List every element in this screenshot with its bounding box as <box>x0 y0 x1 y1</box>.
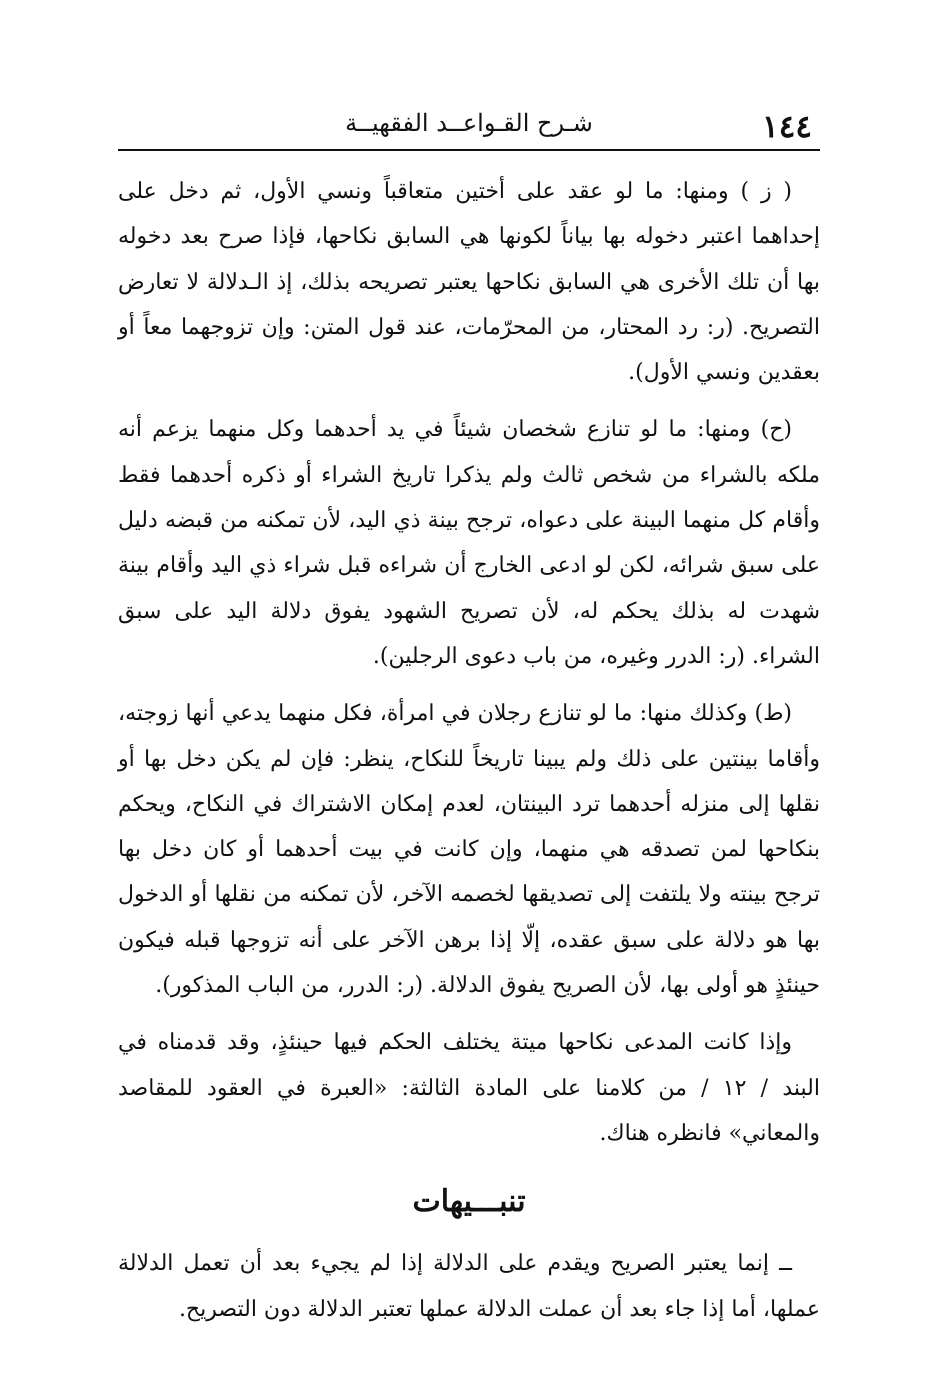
paragraph-ha: (ح) ومنها: ما لو تنازع شخصان شيئاً في يد أحدهما وكل منهما يزعم أنه ملكه بالشراء من شخص ثالث ولم يذكرا تاريخ الشراء أو ذكره أحدهما فقط وأقام كل منهما البينة على دعواه، ترجح بينة ذي اليد، لأن تمكنه من قبضه دليل على سبق شرائه، لكن لو ادعى الخارج أن شراءه قبل شراء ذي اليد وأقام بينة شهدت له بذلك يحكم له، لأن تصريح الشهود يفوق دلالة اليد على سبق الشراء. (ر: الدرر وغيره، من باب دعوى الرجلين). <box>118 417 820 669</box>
page-number: ١٤٤ <box>762 109 812 145</box>
note-item: ــ إنما يعتبر الصريح ويقدم على الدلالة إذا لم يجيء بعد أن تعمل الدلالة عملها، أما إذا جاء بعد أن عملت الدلالة عملها تعتبر الدلالة دون التصريح. <box>118 1251 820 1322</box>
section-heading-notes: تنبـــيهات <box>412 1184 526 1220</box>
paragraph-ta: (ط) وكذلك منها: ما لو تنازع رجلان في امرأة، فكل منهما يدعي أنها زوجته، وأقاما بينتين على ذلك ولم يبينا تاريخاً للنكاح، ينظر: فإن لم يكن دخل بها أو نقلها إلى منزله أحدهما ترد البينتان، لعدم إمكان الاشتراك في النكاح، ويحكم بنكاحها لمن تصدقه هي منهما، وإن كانت في بيت أحدهما أو كان دخل بها ترجح بينته ولا يلتفت إلى تصديقها لخصمه الآخر، لأن تمكنه من نقلها أو الدخول بها هو دلالة على سبق عقده، إلّا إذا برهن الآخر على أنه تزوجها قبله فيكون حينئذٍ هو أولى بها، لأن الصريح يفوق الدلالة. (ر: الدرر، من الباب المذكور). <box>118 701 820 999</box>
notes-list <box>118 1241 820 1332</box>
book-page <box>118 95 820 1332</box>
running-head-title: شـرح القـواعــد الفقهيــة <box>345 109 593 137</box>
paragraph-deceased-wife: وإذا كانت المدعى نكاحها ميتة يختلف الحكم فيها حينئذٍ، وقد قدمناه في البند / ١٢ / من كلامنا على المادة الثالثة: «العبرة في العقود للمقاصد والمعاني» فانظره هناك. <box>118 1030 820 1146</box>
page-body <box>118 169 820 1332</box>
running-head <box>118 95 820 151</box>
paragraph-zay: ( ز ) ومنها: ما لو عقد على أختين متعاقباً ونسي الأول، ثم دخل على إحداهما اعتبر دخوله بها بياناً لكونها هي السابق نكاحها، فإذا صرح بعد دخوله بها أن تلك الأخرى هي السابق نكاحها يعتبر تصريحه بذلك، إذ الـدلالة لا تعارض التصريح. (ر: رد المحتار، من المحرّمات، عند قول المتن: وإن تزوجهما معاً أو بعقدين ونسي الأول). <box>118 179 821 386</box>
